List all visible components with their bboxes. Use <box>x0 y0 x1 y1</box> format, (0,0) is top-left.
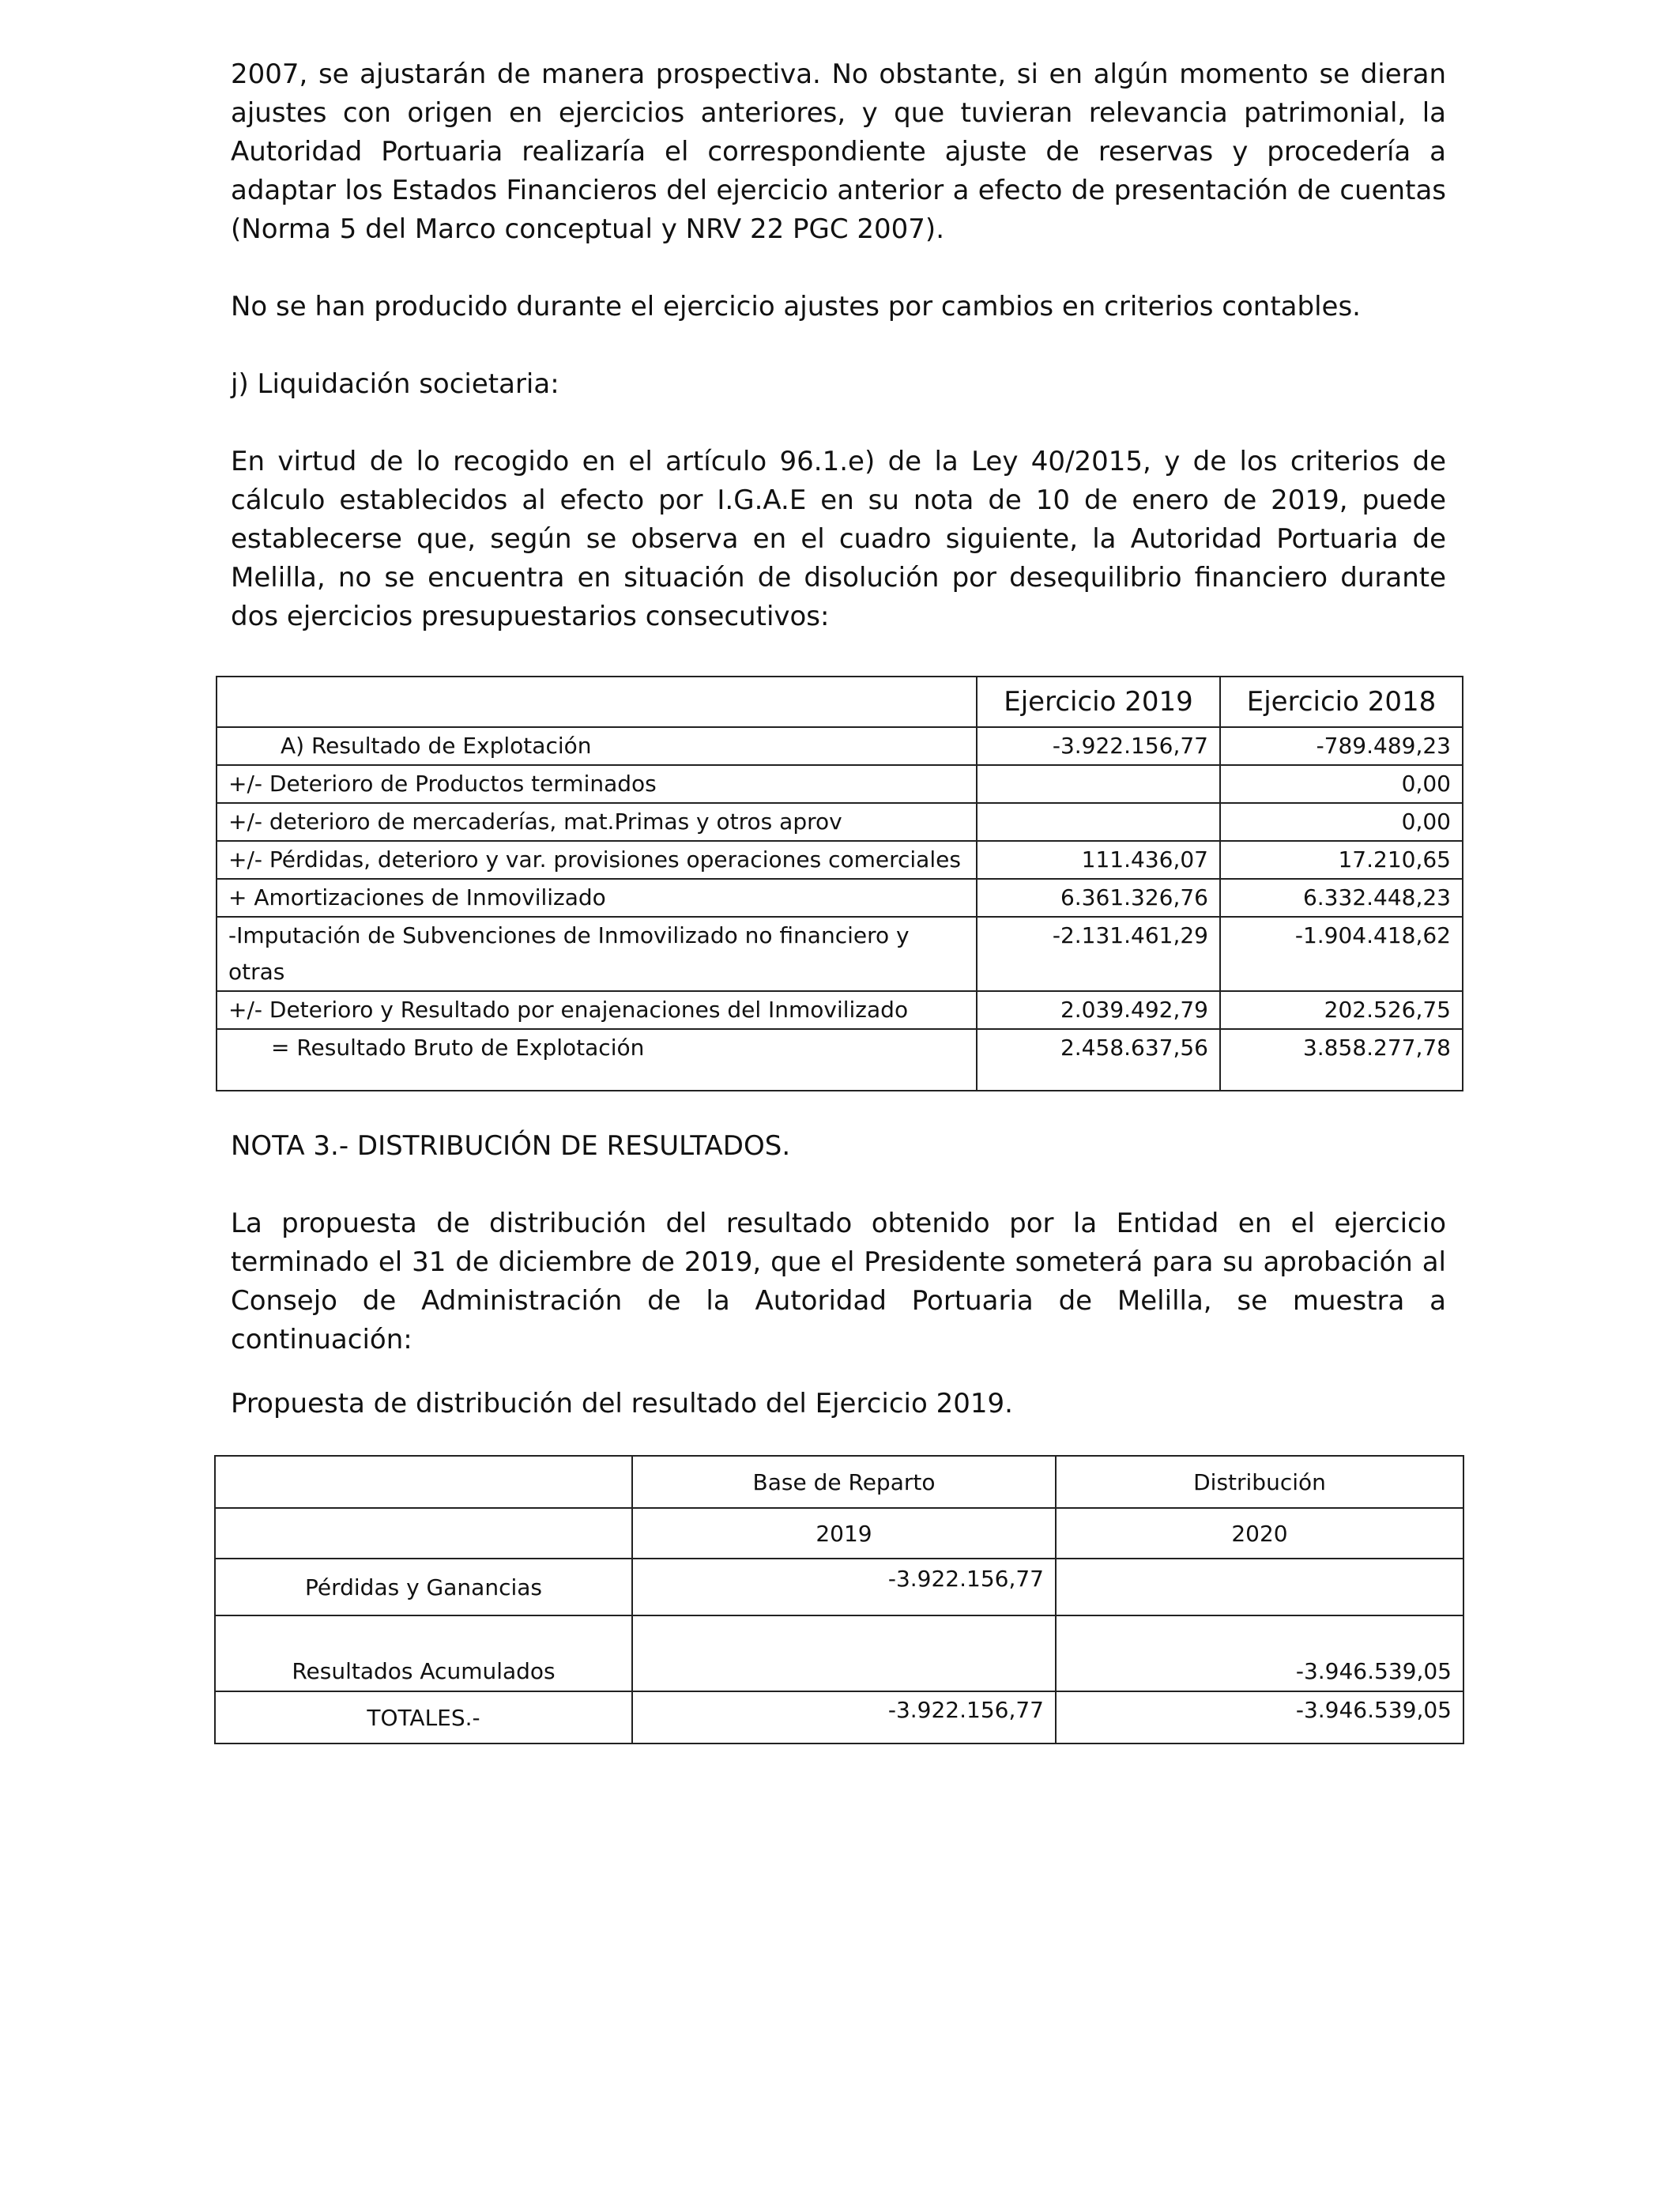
value-2018: 202.526,75 <box>1220 991 1463 1029</box>
table-row <box>217 841 1463 879</box>
value-2018: -1.904.418,62 <box>1220 917 1463 991</box>
row-label-resultados-acumulados: Resultados Acumulados <box>215 1615 632 1691</box>
row-label-totales: TOTALES.- <box>215 1691 632 1744</box>
row-label: + Amortizaciones de Inmovilizado <box>217 879 977 917</box>
row-label: +/- Deterioro y Resultado por enajenaciones del Inmovilizado <box>217 991 977 1029</box>
value-2018: -789.489,23 <box>1220 727 1463 765</box>
header-distribucion: Distribución <box>1056 1456 1463 1508</box>
note-3-heading: NOTA 3.- DISTRIBUCIÓN DE RESULTADOS. <box>231 1130 791 1162</box>
table-row <box>215 1508 1463 1559</box>
table-row <box>217 803 1463 841</box>
value-2018: 17.210,65 <box>1220 841 1463 879</box>
empty-cell <box>215 1508 632 1559</box>
distribution-table <box>214 1455 1464 1744</box>
header-ejercicio-2019: Ejercicio 2019 <box>977 677 1220 727</box>
table-row <box>217 765 1463 803</box>
empty-cell <box>1056 1559 1463 1615</box>
paragraph-distribution-intro: La propuesta de distribución del resultado obtenido por la Entidad en el ejercicio terminado el 31 de diciembre de 2019, que el Presidente someterá para su aprobación al Consejo de Administración de la Autoridad Portuaria de Melilla, se muestra a continuación: <box>231 1208 1446 1355</box>
row-label-perdidas-ganancias: Pérdidas y Ganancias <box>215 1559 632 1615</box>
table-row <box>215 1559 1463 1615</box>
table-header-row <box>217 677 1463 727</box>
table-row <box>217 879 1463 917</box>
table-row <box>217 727 1463 765</box>
row-label: A) Resultado de Explotación <box>217 727 977 765</box>
liquidation-table <box>216 676 1463 1091</box>
paragraph-proposal-title: Propuesta de distribución del resultado del Ejercicio 2019. <box>231 1388 1013 1419</box>
row-label: +/- Deterioro de Productos terminados <box>217 765 977 803</box>
value-2019: -3.922.156,77 <box>977 727 1220 765</box>
section-heading-liquidacion: j) Liquidación societaria: <box>231 368 559 400</box>
total-base: -3.922.156,77 <box>632 1691 1056 1744</box>
value-2019: -2.131.461,29 <box>977 917 1220 991</box>
value-2018: 6.332.448,23 <box>1220 879 1463 917</box>
value-2018: 3.858.277,78 <box>1220 1029 1463 1091</box>
value-2019: 2.458.637,56 <box>977 1029 1220 1091</box>
row-label: +/- deterioro de mercaderías, mat.Primas y otros aprov <box>217 803 977 841</box>
empty-cell <box>215 1456 632 1508</box>
table-row <box>217 1029 1463 1091</box>
value-2019: 2.039.492,79 <box>977 991 1220 1029</box>
value-2019 <box>977 765 1220 803</box>
value-2018: 0,00 <box>1220 765 1463 803</box>
value-2019: 6.361.326,76 <box>977 879 1220 917</box>
header-base-reparto: Base de Reparto <box>632 1456 1056 1508</box>
header-ejercicio-2018: Ejercicio 2018 <box>1220 677 1463 727</box>
row-label: -Imputación de Subvenciones de Inmovilizado no financiero y otras <box>217 917 977 991</box>
row-label: +/- Pérdidas, deterioro y var. provisiones operaciones comerciales <box>217 841 977 879</box>
value-2019 <box>977 803 1220 841</box>
paragraph-no-adjustments: No se han producido durante el ejercicio ajustes por cambios en criterios contables. <box>231 291 1361 322</box>
table-row <box>217 991 1463 1029</box>
year-distribution: 2020 <box>1056 1508 1463 1559</box>
value-2019: 111.436,07 <box>977 841 1220 879</box>
table-row <box>215 1691 1463 1744</box>
value-base: -3.922.156,77 <box>632 1559 1056 1615</box>
total-distribution: -3.946.539,05 <box>1056 1691 1463 1744</box>
value-distribution: -3.946.539,05 <box>1056 1615 1463 1691</box>
paragraph-liquidacion: En virtud de lo recogido en el artículo 96.1.e) de la Ley 40/2015, y de los criterios de cálculo establecidos al efecto por I.G.A.E en su nota de 10 de enero de 2019, puede establecerse que, según se observa en el cuadro siguiente, la Autoridad Portuaria de Melilla, no se encuentra en situación de disolución por desequilibrio financiero durante dos ejercicios presupuestarios consecutivos: <box>231 446 1446 632</box>
table-row <box>215 1615 1463 1691</box>
row-label: = Resultado Bruto de Explotación <box>217 1029 977 1091</box>
table-row <box>217 917 1463 991</box>
empty-cell <box>632 1615 1056 1691</box>
paragraph-prospective-adjustments: 2007, se ajustarán de manera prospectiva. No obstante, si en algún momento se dieran ajustes con origen en ejercicios anteriores, y que tuvieran relevancia patrimonial, la Autoridad Portuaria realizaría el correspondiente ajuste de reservas y procedería a adaptar los Estados Financieros del ejercicio anterior a efecto de presentación de cuentas (Norma 5 del Marco conceptual y NRV 22 PGC 2007). <box>231 58 1446 245</box>
table-row <box>215 1456 1463 1508</box>
year-base: 2019 <box>632 1508 1056 1559</box>
header-empty <box>217 677 977 727</box>
value-2018: 0,00 <box>1220 803 1463 841</box>
